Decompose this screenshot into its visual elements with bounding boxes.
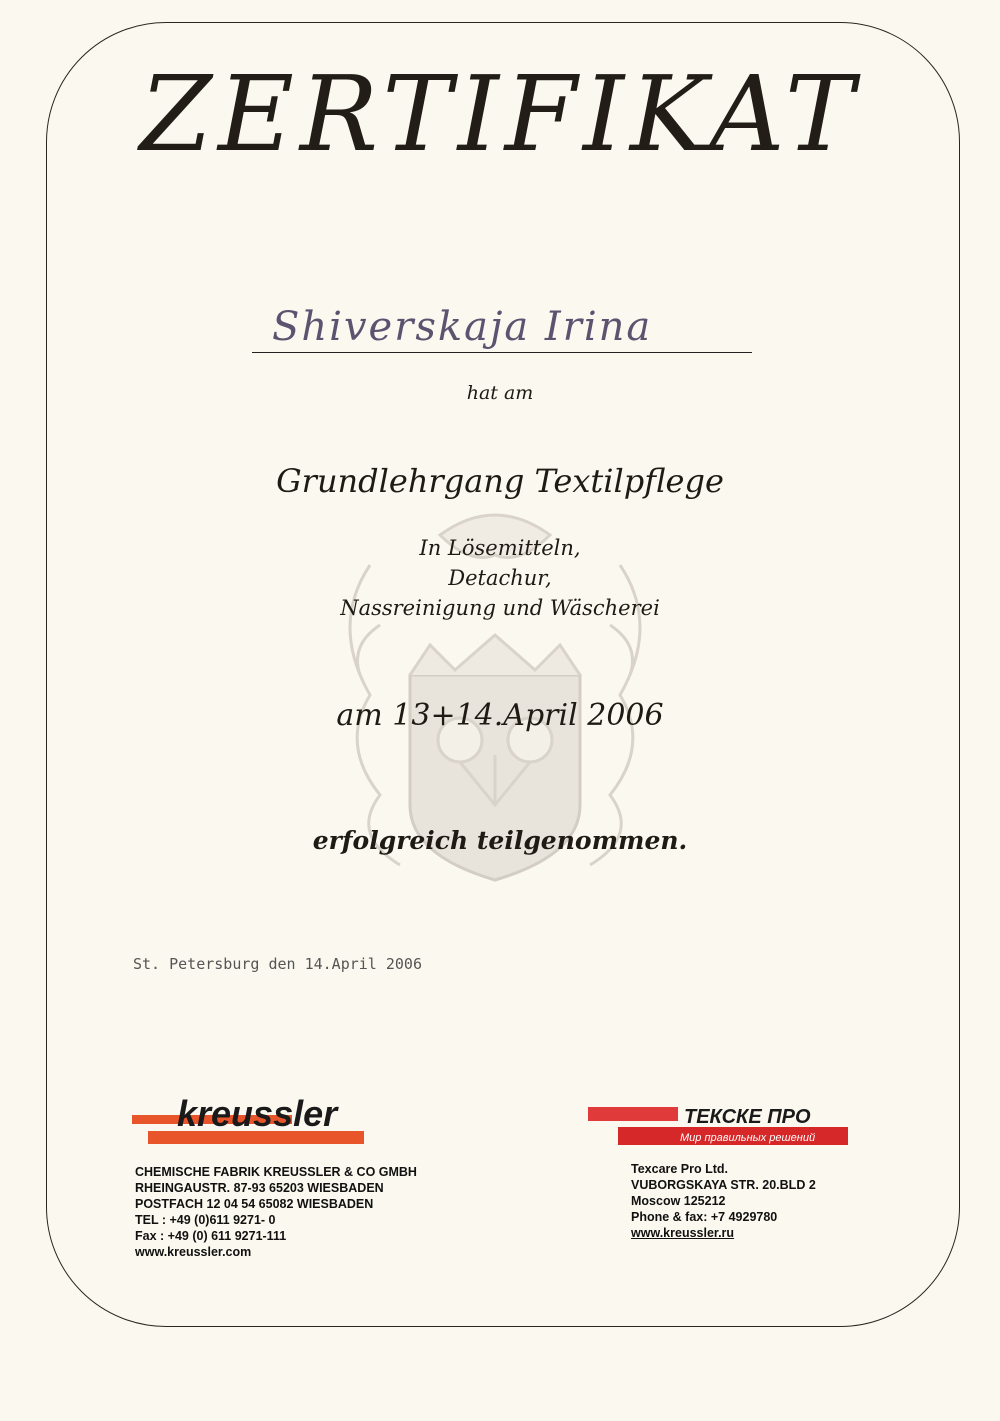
course-title: Grundlehrgang Textilpflege: [276, 462, 724, 500]
texcare-logo: [588, 1105, 848, 1149]
certificate-title: ZERTIFIKAT: [139, 53, 861, 175]
kreussler-logo: [132, 1088, 364, 1148]
texcare-wordmark: ТЕКСКЕ ПРО: [684, 1106, 811, 1128]
kreussler-wordmark: kreussler: [177, 1093, 338, 1134]
address-line: Texcare Pro Ltd.: [631, 1162, 729, 1176]
course-line-1: In Lösemitteln,: [419, 536, 581, 560]
address-line: TEL : +49 (0)611 9271- 0: [135, 1213, 276, 1227]
course-line-2: Detachur,: [448, 566, 552, 590]
address-line: RHEINGAUSTR. 87-93 65203 WIESBADEN: [135, 1181, 384, 1195]
kreussler-address: [135, 1164, 417, 1260]
address-line: CHEMISCHE FABRIK KREUSSLER & CO GMBH: [135, 1165, 417, 1179]
hat-am-text: hat am: [466, 382, 534, 404]
result-text: erfolgreich teilgenommen.: [312, 826, 688, 855]
place-and-date: St. Petersburg den 14.April 2006: [133, 955, 422, 973]
address-line: VUBORGSKAYA STR. 20.BLD 2: [631, 1178, 816, 1192]
address-line: Phone & fax: +7 4929780: [631, 1210, 778, 1224]
texcare-address: [631, 1161, 816, 1241]
course-line-3: Nassreinigung und Wäscherei: [340, 596, 660, 620]
recipient-name: Shiverskaja Irina: [272, 304, 653, 350]
texcare-tagline: Мир правильных решений: [680, 1132, 816, 1144]
kreussler-website-link[interactable]: www.kreussler.com: [135, 1245, 252, 1259]
address-line: Fax : +49 (0) 611 9271-111: [135, 1229, 287, 1243]
address-line: Moscow 125212: [631, 1194, 726, 1208]
texcare-website-link[interactable]: www.kreussler.ru: [631, 1226, 735, 1240]
address-line: POSTFACH 12 04 54 65082 WIESBADEN: [135, 1197, 374, 1211]
course-date: am 13+14.April 2006: [336, 698, 664, 733]
recipient-line: [252, 300, 752, 353]
